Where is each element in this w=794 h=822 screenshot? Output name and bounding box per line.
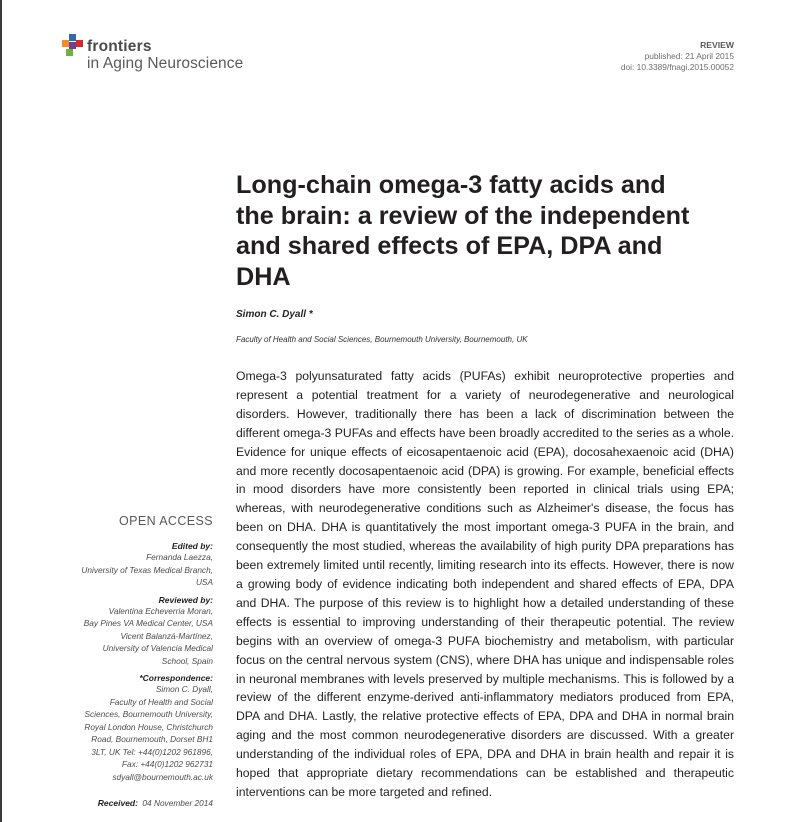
frontiers-logo-mark-icon: [62, 34, 84, 56]
journal-brand: frontiers: [87, 38, 152, 55]
published-date: published: 21 April 2015: [644, 51, 734, 61]
sidebar: [13, 514, 213, 817]
correspondence-email[interactable]: sdyall@bournemouth.ac.uk: [112, 771, 213, 782]
page-edge: [0, 0, 2, 822]
edited-by-label: Edited by:: [171, 541, 213, 551]
editor-affiliation: University of Texas Medical Branch,: [81, 564, 213, 575]
correspondence-address: Faculty of Health and Social: [109, 696, 213, 707]
open-access-label: OPEN ACCESS: [118, 514, 213, 528]
author-affiliation: Faculty of Health and Social Sciences, Bournemouth University, Bournemouth, UK: [236, 335, 528, 344]
reviewer-affiliation: Bay Pines VA Medical Center, USA: [83, 618, 213, 628]
editor-name[interactable]: Fernanda Laezza,: [146, 552, 213, 562]
article-title: Long-chain omega-3 fatty acids and the brain: a review of the independent and shared effects of EPA, DPA and DHA: [236, 171, 690, 291]
journal-name: in Aging Neuroscience: [87, 55, 244, 72]
received-label: Received:: [97, 798, 138, 808]
reviewed-by-block: [13, 595, 213, 668]
author-name[interactable]: Simon C. Dyall *: [236, 309, 313, 320]
reviewer-name[interactable]: Valentina Echeverria Moran,: [108, 605, 213, 616]
correspondence-label: *Correspondence:: [139, 673, 213, 683]
received-date: 04 November 2014: [142, 798, 213, 808]
correspondence-name: Simon C. Dyall,: [155, 684, 213, 694]
correspondence-phone: 3LT, UK Tel: +44(0)1202 961896,: [91, 746, 213, 757]
correspondence-address: Road, Bournemouth, Dorset BH1: [91, 734, 213, 744]
article-type: REVIEW: [700, 40, 734, 50]
editor-country: USA: [195, 577, 213, 587]
reviewed-by-label: Reviewed by:: [158, 594, 213, 605]
correspondence-fax: Fax: +44(0)1202 962731: [121, 759, 213, 769]
correspondence-address: Royal London House, Christchurch: [84, 721, 213, 732]
correspondence-block: [13, 673, 213, 783]
received-block: [13, 793, 213, 811]
reviewer-name[interactable]: Vicent Balanzá-Martínez,: [120, 630, 213, 641]
reviewer-affiliation: School, Spain: [161, 655, 213, 666]
abstract: Omega-3 polyunsaturated fatty acids (PUFAs) exhibit neuroprotective properties and represent a potential treatment for a variety of neurodegenerative and neurological disorders. However, traditionally there has been a lack of discrimination between the different omega-3 PUFAs and effects have been broadly accredited to the series as a whole. Evidence for unique effects of eicosapentaenoic acid (EPA), docosahexaenoic acid (DHA) and more recently docosapentaenoic acid (DPA) is growing. For example, beneficial effects in mood disorders have more consistently been reported in clinical trials using EPA; whereas, with neurodegenerative conditions such as Alzheimer's disease, the focus has been on DHA. DHA is quantitatively the most important omega-3 PUFA in the brain, and consequently the most studied, whereas the availability of high purity DPA preparations has been extremely limited until recently, limiting research into its effects. However, there is now a growing body of evidence indicating both independent and shared effects of EPA, DPA and DHA. The purpose of this review is to highlight how a detailed understanding of these effects is essential to improving understanding of their therapeutic potential. The review begins with an overview of omega-3 PUFA biochemistry and metabolism, with particular focus on the central nervous system (CNS), where DHA has unique and indispensable roles in neuronal membranes with levels preserved by multiple mechanisms. This is followed by a review of the different enzyme-derived anti-inflammatory mediators produced from EPA, DPA and DHA. Lastly, the relative protective effects of EPA, DPA and DHA in normal brain aging and the most common neurodegenerative disorders are discussed. With a greater understanding of the individual roles of EPA, DPA and DHA in brain health and repair it is hoped that appropriate dietary recommendations can be established and therapeutic interventions can be more targeted and refined.: [236, 369, 734, 799]
reviewer-affiliation: University of Valencia Medical: [102, 643, 213, 653]
edited-by-block: [13, 541, 213, 589]
doi[interactable]: doi: 10.3389/fnagi.2015.00052: [620, 62, 734, 72]
correspondence-address: Sciences, Bournemouth University,: [84, 709, 213, 719]
article-meta: [621, 40, 734, 73]
